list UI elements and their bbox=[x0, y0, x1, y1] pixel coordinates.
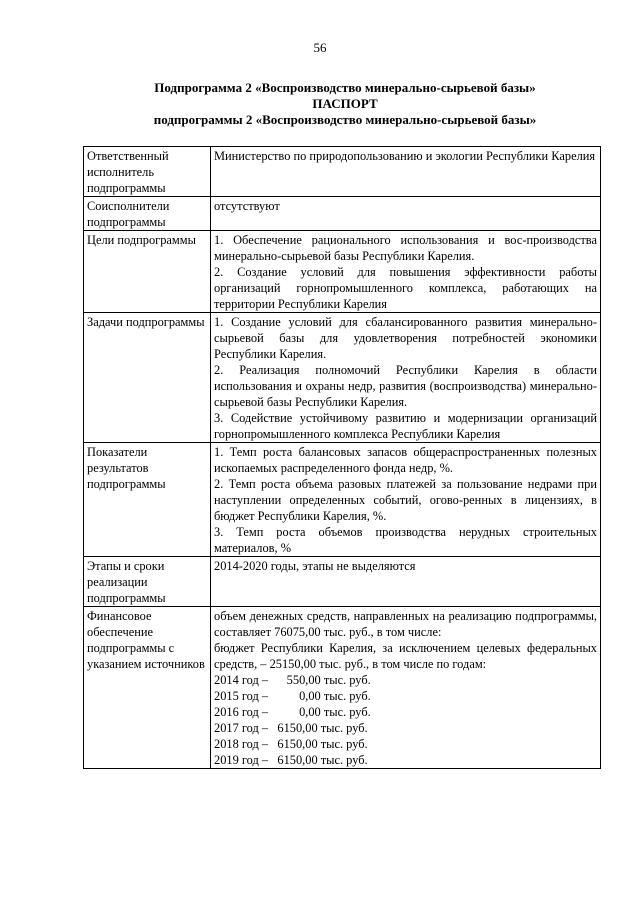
row-value-responsible: Министерство по природопользованию и экологии Республики Карелия bbox=[211, 147, 601, 197]
row-value-indicators bbox=[211, 443, 601, 557]
row-label-goals: Цели подпрограммы bbox=[84, 231, 211, 313]
financing-year-row: 2014 год – 550,00 тыс. руб. bbox=[214, 673, 371, 687]
goal-item: 1. Обеспечение рационального использования и вос-производства минерально-сырьевой базы Республики Карелия. bbox=[214, 233, 597, 263]
row-value-tasks bbox=[211, 313, 601, 443]
financing-total: объем денежных средств, направленных на реализацию подпрограммы, составляет 76075,00 тыс. руб., в том числе: bbox=[214, 609, 597, 639]
task-item: 2. Реализация полномочий Республики Карелия в области использования и охраны недр, развития (воспроизводства) минерально-сырьевой базы Республики Карелия. bbox=[214, 363, 597, 409]
task-item: 1. Создание условий для сбалансированного развития минерально-сырьевой базы для удовлетворения потребностей экономики Республики Карелия. bbox=[214, 315, 597, 361]
table-row bbox=[84, 231, 601, 313]
row-label-coexecutors: Соисполнители подпрограммы bbox=[84, 197, 211, 231]
financing-year-row: 2017 год – 6150,00 тыс. руб. bbox=[214, 721, 368, 735]
task-item: 3. Содействие устойчивому развитию и модернизации организаций горнопромышленного комплекса Республики Карелия bbox=[214, 411, 597, 441]
row-value-financing bbox=[211, 607, 601, 769]
row-value-goals bbox=[211, 231, 601, 313]
table-row bbox=[84, 147, 601, 197]
page-number: 56 bbox=[313, 40, 327, 55]
table-row bbox=[84, 313, 601, 443]
financing-year-row: 2015 год – 0,00 тыс. руб. bbox=[214, 689, 371, 703]
row-label-responsible: Ответственный исполнитель подпрограммы bbox=[84, 147, 211, 197]
financing-regional-budget: бюджет Республики Карелия, за исключением целевых федеральных средств, – 25150,00 тыс. руб., в том числе по годам: bbox=[214, 641, 597, 671]
row-value-coexecutors: отсутствуют bbox=[211, 197, 601, 231]
table-row bbox=[84, 557, 601, 607]
goal-item: 2. Создание условий для повышения эффективности работы организаций горнопромышленного комплекса, работающих на территории Республики Карелия bbox=[214, 265, 597, 311]
row-label-financing: Финансовое обеспечение подпрограммы с указанием источников bbox=[84, 607, 211, 769]
financing-year-row: 2016 год – 0,00 тыс. руб. bbox=[214, 705, 371, 719]
indicator-item: 1. Темп роста балансовых запасов общераспространенных полезных ископаемых распределенного фонда недр, %. bbox=[214, 445, 597, 475]
indicator-item: 3. Темп роста объемов производства нерудных строительных материалов, % bbox=[214, 525, 597, 555]
table-row bbox=[84, 443, 601, 557]
financing-year-row: 2019 год – 6150,00 тыс. руб. bbox=[214, 753, 368, 767]
document-heading bbox=[80, 80, 610, 128]
table-row bbox=[84, 607, 601, 769]
row-label-indicators: Показатели результатов подпрограммы bbox=[84, 443, 211, 557]
passport-title: ПАСПОРТ bbox=[312, 96, 378, 111]
subprogram-title: Подпрограмма 2 «Воспроизводство минерально-сырьевой базы» bbox=[154, 80, 536, 95]
row-value-stages: 2014-2020 годы, этапы не выделяются bbox=[211, 557, 601, 607]
indicator-item: 2. Темп роста объема разовых платежей за пользование недрами при наступлении определенных событий, огово-ренных в лицензиях, в бюджет Республики Карелия, %. bbox=[214, 477, 597, 523]
row-label-stages: Этапы и сроки реализации подпрограммы bbox=[84, 557, 211, 607]
row-label-tasks: Задачи подпрограммы bbox=[84, 313, 211, 443]
table-row bbox=[84, 197, 601, 231]
financing-year-row: 2018 год – 6150,00 тыс. руб. bbox=[214, 737, 368, 751]
passport-subtitle: подпрограммы 2 «Воспроизводство минерально-сырьевой базы» bbox=[153, 112, 537, 127]
passport-table bbox=[83, 146, 601, 769]
